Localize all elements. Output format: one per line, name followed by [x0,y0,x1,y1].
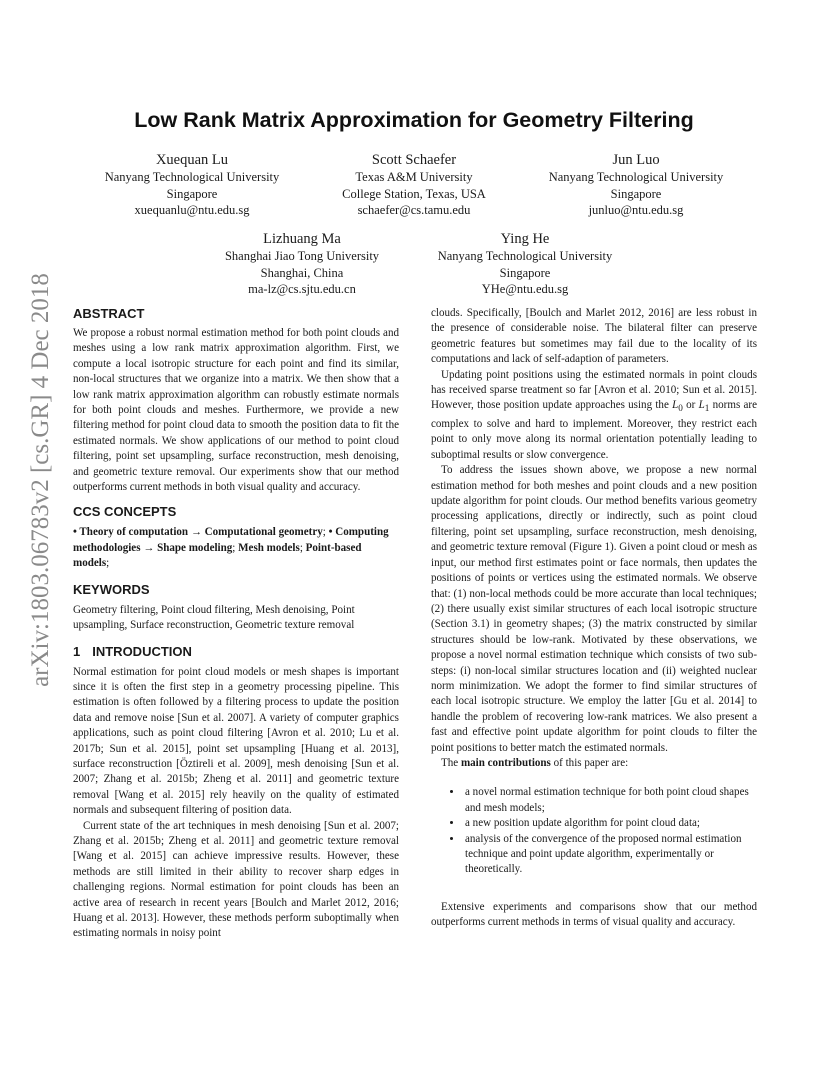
ccs-item: • Computing methodologies → Shape modeling [73,526,389,554]
author-block [395,230,655,298]
ccs-item: Point-based models [73,541,362,570]
author-name: Jun Luo [612,152,660,168]
contributions-intro: The main contributions of this paper are: [441,756,629,769]
intro-paragraph: Current state of the art techniques in mesh denoising [Sun et al. 2007; Zhang et al. 2015b; Zheng et al. 2011] and geometric texture removal [Wang et al. 2015] can achieve impressive results. However, these methods are still limited in their ability to recover sharp edges in challenging regions. Normal estimation for point clouds has been an active area of research in recent years [Boulch and Marlet 2012, 2016; Huang et al. 2013]. However, these methods perform suboptimally when estimating normals in noisy point [73,819,399,940]
author-block [172,230,432,298]
ccs-heading: CCS CONCEPTS [73,504,177,520]
intro-paragraph: Extensive experiments and comparisons show that our method outperforms current methods in terms of visual quality and accuracy. [431,900,757,929]
list-item: • a new position update algorithm for point cloud data; [463,816,757,831]
author-block [506,151,766,219]
ccs-separator: ; [232,541,239,554]
list-item: • a novel normal estimation technique for both point cloud shapes and mesh models; [463,785,757,816]
paper-title: Low Rank Matrix Approximation for Geometry Filtering [134,108,694,132]
author-email[interactable]: xuequanlu@ntu.edu.sg [134,203,250,217]
introduction-heading [73,644,399,660]
author-email[interactable]: ma-lz@cs.sjtu.edu.cn [248,282,356,296]
author-name: Ying He [500,231,550,247]
author-name: Scott Schaefer [371,152,457,168]
author-affiliation: Nanyang Technological University [548,170,724,184]
paragraph-text: or [682,399,699,412]
ccs-separator: ; [106,557,110,570]
author-email[interactable]: schaefer@cs.tamu.edu [357,203,471,217]
paragraph-text: Updating point positions using the estimated normals in point clouds has received sparse treatment so far [Avron et al. 2010; Sun et al. 2015]. However, those position update approaches using the [431,368,757,412]
arxiv-identifier: arXiv:1803.06783v2 [cs.GR] 4 Dec 2018 [27,273,54,687]
ccs-separator: ; [299,541,306,554]
ccs-item: • Theory of computation → Computational geometry [73,526,323,539]
math-subscript: 0 [678,403,683,414]
intro-paragraph: Normal estimation for point cloud models or mesh shapes is important since it is often the first step in a geometry processing pipeline. This estimation is often followed by a filtering process to update the position data and remove noise [Sun et al. 2007]. A variety of computer graphics applications, such as point cloud filtering [Avron et al. 2010; Lu et al. 2017b; Sun et al. 2015], point set upsampling [Huang et al. 2013], surface reconstruction [Öztireli et al. 2009], mesh denoising [Sun et al. 2007; Zhang et al. 2015b; Zheng et al. 2011] and geometric texture removal [Wang et al. 2015] rely heavily on the quality of estimated normals and subsequent filtering of position data. [73,665,399,817]
ccs-concepts [73,525,399,571]
author-affiliation: Nanyang Technological University [104,170,280,184]
keywords-heading: KEYWORDS [73,581,150,597]
math-l0: L [672,399,679,412]
author-affiliation: Texas A&M University [355,170,473,184]
intro-paragraph [431,368,757,464]
author-location: Singapore [166,186,218,201]
intro-paragraph: To address the issues shown above, we propose a new normal estimation method for both meshes and point clouds and a new position update algorithm for point clouds. Our method benefits various geometry processing applications, directly or indirectly, such as point cloud filtering, point set upsampling, surface reconstruction, mesh denoising, and geometric texture removal (Figure 1). Given a point cloud or mesh as input, our method first estimates point or face normals, then updates the positions of points or vertices using the estimated normals. We observe that: (1) non-local methods could be more accurate than local techniques; (2) there usually exist similar structures of each local isotropic structure (Section 3.1) in geometry shapes; (3) the matrix constructed by similar structures should be low-rank. Motivated by these observations, we propose a novel normal estimation technique which consists of two sub-steps: (i) non-local similar structures location and (ii) weighted nuclear norm minimization. We adopt the former to find similar structures of each local isotropic structure. We employ the latter [Gu et al. 2014] to handle the problem of recovering low-rank matrices. We also present a fast and effective point update algorithm for point clouds to filter the point positions to better match the estimated normals. [431,464,757,754]
author-block [62,151,322,219]
section-title: INTRODUCTION [92,643,192,659]
author-affiliation: Shanghai Jiao Tong University [224,249,380,263]
math-subscript: 1 [704,403,710,414]
author-email[interactable]: YHe@ntu.edu.sg [481,282,569,296]
right-column [431,306,757,931]
author-name: Lizhuang Ma [263,231,341,247]
paragraph-text: norms are complex to solve and hard to implement. Moreover, they restrict each point to only move along its normal orientation potentially leading to suboptimal results or slow convergence. [431,399,757,461]
author-location: College Station, Texas, USA [342,186,486,201]
abstract-text: We propose a robust normal estimation method for both point clouds and meshes using a low rank matrix approximation algorithm. First, we compute a local isotropic structure for each point and find its similar, non-local structures that we organize into a matrix. We then show that a low rank matrix approximation algorithm can robustly estimate normals for both point clouds and meshes. Furthermore, we provide a new filtering method for point cloud data to smooth the position data to fit the estimated normals. We show applications of our method to point cloud filtering, point set upsampling, surface reconstruction, mesh denoising, and geometric texture removal. Our experiments show that our method outperforms current methods in both visual quality and accuracy. [73,327,399,494]
ccs-separator: ; [322,526,329,539]
abstract-heading: ABSTRACT [73,306,145,321]
left-column [73,306,399,942]
author-affiliation: Nanyang Technological University [437,249,613,263]
author-name: Xuequan Lu [155,152,229,168]
author-email[interactable]: junluo@ntu.edu.sg [588,203,684,217]
keywords-text: Geometry filtering, Point cloud filtering, Mesh denoising, Point upsampling, Surface reconstruction, Geometric texture removal [73,603,355,632]
author-location: Singapore [610,186,662,201]
list-item: • analysis of the convergence of the proposed normal estimation technique and point update algorithm, experimentally or theoretically. [463,832,757,878]
ccs-item: Mesh models [238,541,300,554]
intro-paragraph: clouds. Specifically, [Boulch and Marlet 2012, 2016] are less robust in the presence of considerable noise. The bilateral filter can preserve geometric features but sometimes may fail due to the locality of its computations and lack of self-adaption of parameters. [431,307,757,366]
author-location: Singapore [499,265,551,280]
math-l1: L [698,399,705,412]
author-block [284,151,544,219]
section-number: 1 [73,643,81,659]
author-location: Shanghai, China [260,265,344,280]
contributions-list [431,785,757,877]
